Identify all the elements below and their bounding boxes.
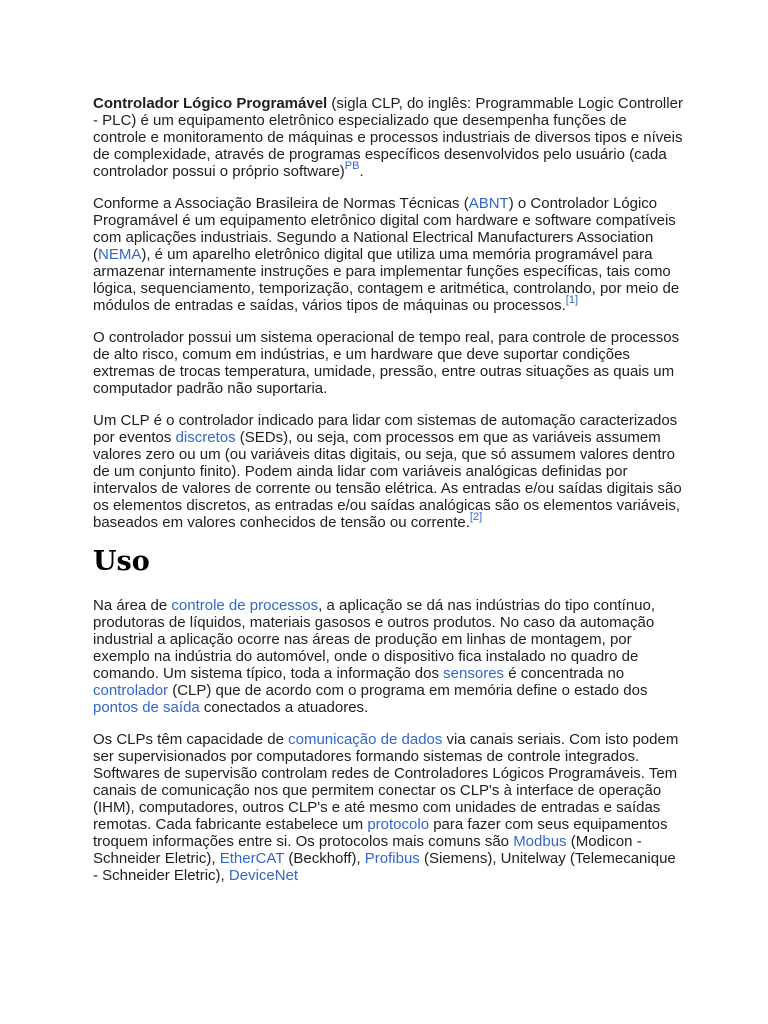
discrete-events-paragraph [93, 412, 683, 531]
devicenet-link[interactable]: DeviceNet [228, 867, 299, 884]
reference-1[interactable] [566, 294, 578, 306]
reference-2[interactable] [470, 511, 482, 523]
protocolo-link[interactable]: protocolo [367, 816, 430, 833]
pontos-de-saida-link[interactable]: pontos de saída [93, 699, 200, 716]
intro-paragraph [93, 95, 683, 180]
section-heading-uso: Uso [93, 546, 150, 577]
comm-text-2: via canais seriais. Com isto podem ser supervisionados por computadores formando sistemas de controle integrados. Softwares de supervisão controlam redes de Controladores Lógicos Programáveis. Tem canais de comunicação nos que permitem conectar os CLP's à interface de operação (IHM), computadores, outros CLP's e até mesmo com unidades de entradas e saídas remotas. Cada fabricante estabelece um [93, 731, 679, 833]
abnt-text-3: ), é um aparelho eletrônico digital que utiliza uma memória programável para armazenar internamente instruções e para implementar funções específicas, tais como lógica, sequenciamento, temporização, contagem e aritmética, controlando, por meio de módulos de entradas e saídas, vários tipos de máquinas ou processos. [93, 246, 680, 314]
comm-text-3: para fazer com seus equipamentos troquem informações entre si. Os protocolos mais comuns são [93, 816, 668, 850]
uso-text-1: Na área de [93, 597, 172, 614]
discretos-link[interactable]: discretos [175, 429, 236, 446]
article-content [93, 95, 683, 899]
abnt-text-2: ) o Controlador Lógico Programável é um equipamento eletrônico digital com hardware e software compatíveis com aplicações industriais. Segundo a National Electrical Manufacturers Association ( [93, 195, 676, 263]
comm-text-4: (Modicon - Schneider Eletric), [93, 833, 642, 867]
uso-text-3: é concentrada no [504, 665, 625, 682]
comm-text-1: Os CLPs têm capacidade de [93, 731, 289, 748]
discrete-text-1: Um CLP é o controlador indicado para lidar com sistemas de automação caracterizados por eventos [93, 412, 678, 446]
comunicacao-de-dados-link[interactable]: comunicação de dados [288, 731, 443, 748]
os-text: O controlador possui um sistema operacional de tempo real, para controle de processos de alto risco, comum em indústrias, e um hardware que deve suportar condições extremas de trocas temperatura, umidade, pressão, entre outras situações as quais um computador padrão não suportaria. [93, 329, 680, 397]
controle-de-processos-link[interactable]: controle de processos [171, 597, 319, 614]
profibus-link[interactable]: Profibus [364, 850, 420, 867]
os-paragraph [93, 329, 683, 397]
uso-text-2: , a aplicação se dá nas indústrias do tipo contínuo, produtoras de líquidos, materiais gasosos e outros produtos. No caso da automação industrial a aplicação ocorre nas áreas de produção em linhas de montagem, por exemplo na indústria do automóvel, onde o dispositivo fica instalado no quadro de comando. Um sistema típico, toda a informação dos [93, 597, 656, 682]
reference-1-link[interactable]: [1] [565, 294, 579, 306]
reference-pb-link[interactable]: PB [344, 160, 360, 172]
intro-text: (sigla CLP, do inglês: Programmable Logic Controller - PLC) é um equipamento eletrônico especializado que desempenha funções de controle e monitoramento de máquinas e processos industriais de diversos tipos e níveis de complexidade, através de programas específicos desenvolvidos pelo usuário (cada controlador possui o próprio software) [93, 95, 683, 180]
comm-text-5: (Beckhoff), [284, 850, 365, 867]
abnt-link[interactable]: ABNT [468, 195, 509, 212]
uso-text-5: conectados a atuadores. [199, 699, 369, 716]
abnt-paragraph [93, 195, 683, 314]
nema-link[interactable]: NEMA [98, 246, 142, 263]
comm-text-6: (Siemens), Unitelway (Telemecanique - Schneider Eletric), [93, 850, 676, 884]
sensores-link[interactable]: sensores [443, 665, 505, 682]
reference-pb[interactable] [345, 160, 360, 172]
uso-paragraph [93, 597, 683, 716]
intro-text-end: . [359, 163, 364, 180]
discrete-text-2: (SEDs), ou seja, com processos em que as variáveis assumem valores zero ou um (ou variáveis ditas digitais, ou seja, que só assumem valores dentro de um conjunto finito). Podem ainda lidar com variáveis analógicas definidas por intervalos de valores de corrente ou tensão elétrica. As entradas e/ou saídas digitais são os elementos discretos, as entradas e/ou saídas analógicas são os elementos variáveis, baseados em valores conhecidos de tensão ou corrente. [93, 429, 682, 531]
modbus-link[interactable]: Modbus [513, 833, 567, 850]
ethercat-link[interactable]: EtherCAT [219, 850, 285, 867]
abnt-text-1: Conforme a Associação Brasileira de Normas Técnicas ( [93, 195, 469, 212]
controlador-link[interactable]: controlador [93, 682, 169, 699]
uso-text-4: (CLP) que de acordo com o programa em memória define o estado dos [168, 682, 648, 699]
reference-2-link[interactable]: [2] [469, 511, 483, 523]
article-term: Controlador Lógico Programável [93, 95, 328, 112]
communication-paragraph [93, 731, 683, 884]
